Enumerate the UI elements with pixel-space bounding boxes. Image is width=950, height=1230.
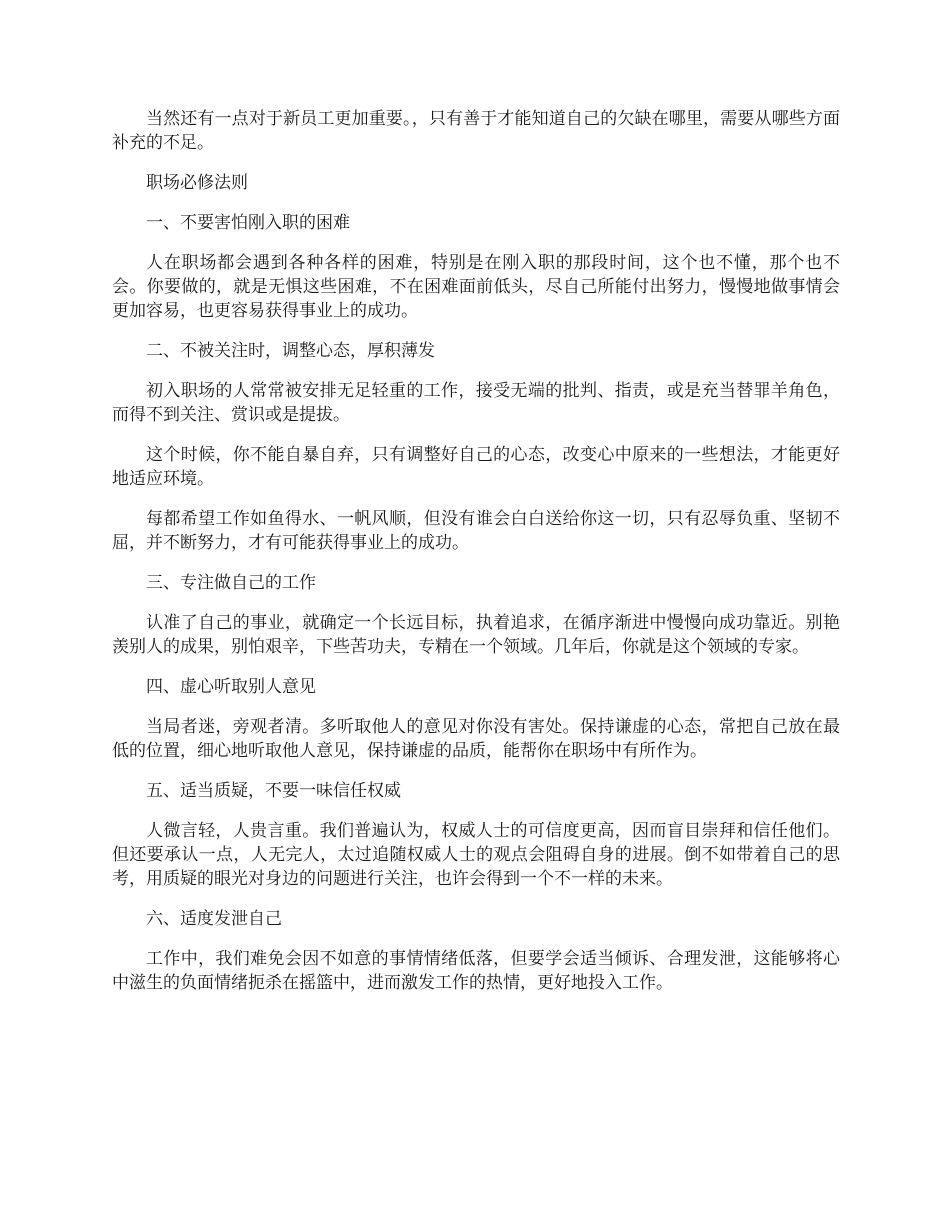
paragraph-rule-1: 人在职场都会遇到各种各样的困难，特别是在刚入职的那段时间，这个也不懂，那个也不会。你要做的，就是无惧这些困难，不在困难面前低头，尽自己所能付出努力，慢慢地做事情会更加容易，也更容易获得事业上的成功。 bbox=[112, 253, 840, 321]
heading-rule-3: 三、专注做自己的工作 bbox=[146, 573, 316, 593]
heading-rule-6: 六、适度发泄自己 bbox=[146, 909, 282, 929]
heading-rule-4: 四、虚心听取别人意见 bbox=[146, 677, 316, 697]
paragraph-rule-4: 当局者迷，旁观者清。多听取他人的意见对你没有害处。保持谦虚的心态，常把自己放在最低的位置，细心地听取他人意见，保持谦虚的品质，能帮你在职场中有所作为。 bbox=[112, 717, 840, 761]
document-page bbox=[112, 107, 840, 1011]
heading-rule-1: 一、不要害怕刚入职的困难 bbox=[146, 213, 350, 233]
paragraph-rule-2c: 每都希望工作如鱼得水、一帆风顺，但没有谁会白白送给你这一切，只有忍辱负重、坚韧不屈，并不断努力，才有可能获得事业上的成功。 bbox=[112, 509, 840, 553]
heading-rule-2: 二、不被关注时，调整心态，厚积薄发 bbox=[146, 341, 435, 361]
paragraph-rule-5: 人微言轻，人贵言重。我们普遍认为，权威人士的可信度更高，因而盲目崇拜和信任他们。但还要承认一点，人无完人，太过追随权威人士的观点会阻碍自身的进展。倒不如带着自己的思考，用质疑的眼光对身边的问题进行关注，也许会得到一个不一样的未来。 bbox=[112, 821, 840, 889]
paragraph-rule-2a: 初入职场的人常常被安排无足轻重的工作，接受无端的批判、指责，或是充当替罪羊角色，而得不到关注、赏识或是提拔。 bbox=[112, 381, 840, 425]
paragraph-rule-6: 工作中，我们难免会因不如意的事情情绪低落，但要学会适当倾诉、合理发泄，这能够将心中滋生的负面情绪扼杀在摇篮中，进而激发工作的热情，更好地投入工作。 bbox=[112, 949, 840, 993]
heading-rule-5: 五、适当质疑，不要一味信任权威 bbox=[146, 781, 401, 801]
section-title: 职场必修法则 bbox=[146, 173, 248, 193]
paragraph-rule-3: 认准了自己的事业，就确定一个长远目标，执着追求，在循序渐进中慢慢向成功靠近。别艳羡别人的成果，别怕艰辛，下些苦功夫，专精在一个领域。几年后，你就是这个领域的专家。 bbox=[112, 613, 840, 657]
paragraph-intro: 当然还有一点对于新员工更加重要。，只有善于才能知道自己的欠缺在哪里，需要从哪些方面补充的不足。 bbox=[112, 109, 840, 153]
paragraph-rule-2b: 这个时候，你不能自暴自弃，只有调整好自己的心态，改变心中原来的一些想法，才能更好地适应环境。 bbox=[112, 445, 840, 489]
